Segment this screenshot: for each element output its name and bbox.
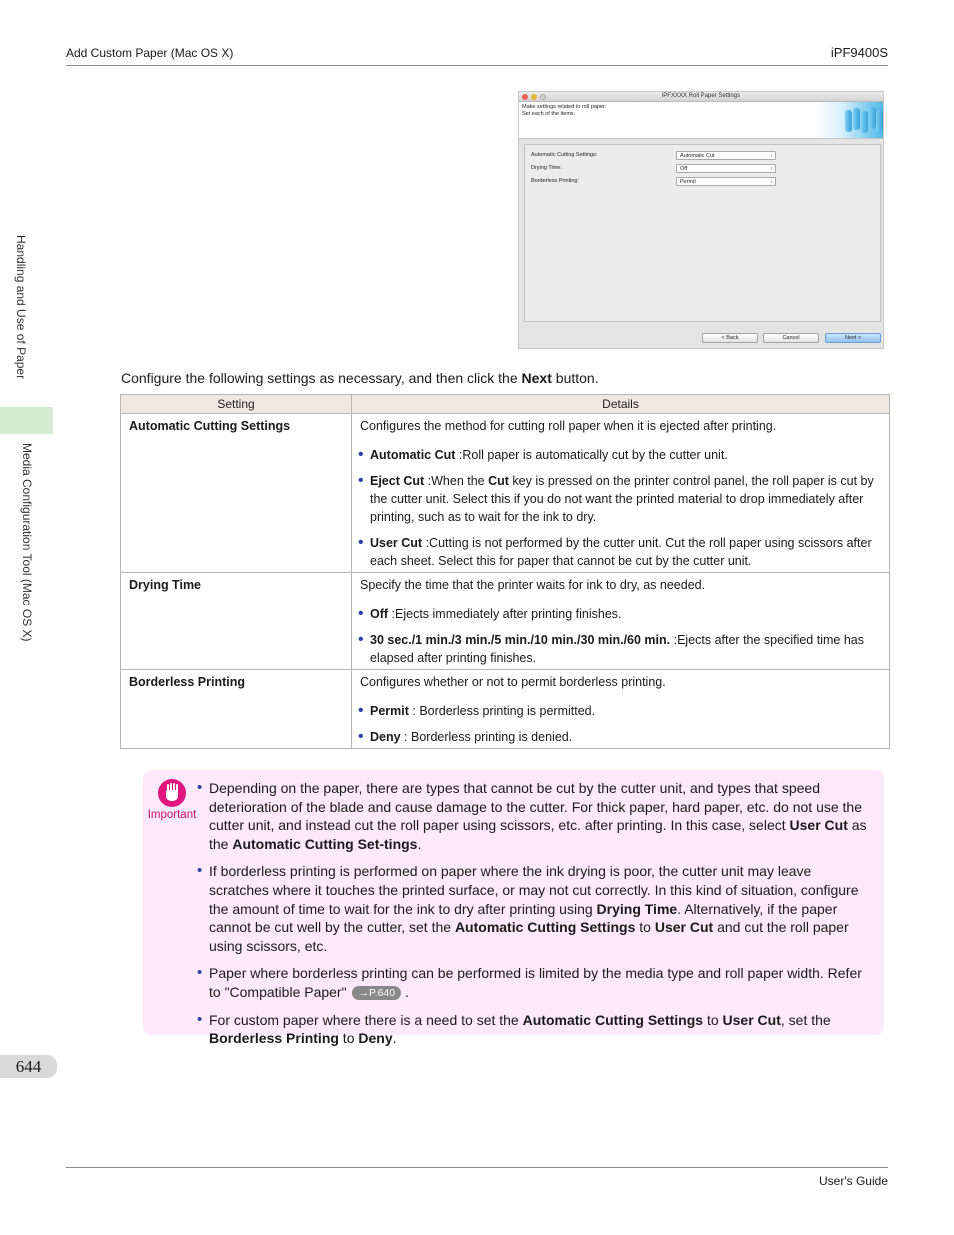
setting-name: Drying Time — [121, 573, 352, 670]
header-details: Details — [352, 395, 890, 414]
important-hand-icon — [158, 779, 186, 807]
intro-next-label: Next — [521, 370, 552, 386]
dialog-settings-panel — [524, 144, 881, 322]
list-item: • Permit : Borderless printing is permitted. — [360, 702, 881, 720]
cancel-button[interactable]: Cancel — [763, 333, 819, 343]
dialog-titlebar — [519, 92, 883, 102]
list-item: • Off :Ejects immediately after printing finishes. — [360, 605, 881, 623]
list-item: • Deny : Borderless printing is denied. — [360, 728, 881, 746]
page-footer — [66, 1167, 888, 1188]
list-item: • Paper where borderless printing can be performed is limited by the media type and roll paper width. Refer to "Compatible Paper" →P.640 . — [199, 964, 874, 1001]
drying-label: Drying Time: — [531, 165, 562, 171]
dialog-row-cutting — [531, 151, 875, 160]
dialog-title: iPFXXXX Roll Paper Settings — [661, 93, 741, 99]
list-item: • Depending on the paper, there are types that cannot be cut by the cutter unit, and types that speed deterioration of the blade and cause damage to the cutter. For thick paper, hard paper, etc. do not use the cutter unit, and instead cut the roll paper using scissors, etc. after printing. In this case, select User Cut as the Automatic Cutting Set-tings. — [199, 779, 874, 853]
setting-details — [352, 670, 890, 749]
roll-paper-settings-dialog — [518, 91, 884, 349]
setting-details — [352, 414, 890, 573]
table-header-row — [121, 395, 890, 414]
cutting-select[interactable]: Automatic Cut ↕ — [676, 151, 776, 160]
setting-summary: Configures whether or not to permit borderless printing. — [360, 675, 666, 689]
list-item: • For custom paper where there is a need to set the Automatic Cutting Settings to User Cut, set the Borderless Printing to Deny. — [199, 1011, 874, 1048]
roll-paper-art-icon — [815, 102, 883, 138]
header-setting: Setting — [121, 395, 352, 414]
back-button[interactable]: < Back — [702, 333, 758, 343]
side-tab-section-label: Media Configuration Tool (Mac OS X) — [20, 443, 34, 642]
important-note-box — [143, 770, 884, 1047]
cutting-label: Automatic Cutting Settings: — [531, 152, 598, 158]
list-item: • 30 sec./1 min./3 min./5 min./10 min./30 min./60 min. :Ejects after the specified time has elapsed after printing finishes. — [360, 631, 881, 667]
drying-select[interactable]: Off ↕ — [676, 164, 776, 173]
dialog-row-drying — [531, 164, 875, 173]
settings-table — [120, 394, 890, 749]
setting-summary: Specify the time that the printer waits for ink to dry, as needed. — [360, 578, 706, 592]
important-list — [199, 779, 874, 1057]
side-tab-chapter-label: Handling and Use of Paper — [14, 235, 28, 380]
setting-name: Automatic Cutting Settings — [121, 414, 352, 573]
select-arrows-icon: ↕ — [770, 179, 773, 185]
footer-guide-name: User's Guide — [819, 1174, 888, 1188]
dialog-instruction-1: Make settings related to roll paper. — [522, 104, 607, 110]
side-tab-section — [20, 443, 40, 673]
list-item: • User Cut :Cutting is not performed by the cutter unit. Cut the roll paper using scissors after each sheet. Select this for paper that cannot be cut by the cutter unit. — [360, 534, 881, 570]
next-button[interactable]: Next > — [825, 333, 881, 343]
setting-summary: Configures the method for cutting roll paper when it is ejected after printing. — [360, 419, 777, 433]
table-row — [121, 670, 890, 749]
list-item: • If borderless printing is performed on paper where the ink drying is poor, the cutter unit may leave scratches where it touches the printed surface, or may not cut correctly. In this kind of situation, configure the amount of time to wait for the ink to dry after printing using Drying Time. Alternatively, if the paper cannot be cut well by the cutter, set the Automatic Cutting Settings to User Cut and cut the roll paper using scissors, etc. — [199, 862, 874, 955]
setting-details — [352, 573, 890, 670]
borderless-select[interactable]: Permit ↕ — [676, 177, 776, 186]
dialog-banner — [519, 102, 883, 139]
important-label: Important — [147, 809, 197, 821]
select-arrows-icon: ↕ — [770, 153, 773, 159]
page-header — [66, 44, 888, 66]
side-tab-chapter — [14, 235, 34, 400]
side-tab-marker — [0, 407, 53, 434]
borderless-label: Borderless Printing: — [531, 178, 579, 184]
list-item: • Automatic Cut :Roll paper is automatically cut by the cutter unit. — [360, 446, 881, 464]
setting-name: Borderless Printing — [121, 670, 352, 749]
table-row — [121, 573, 890, 670]
dialog-instruction-2: Set each of the items. — [522, 111, 576, 117]
select-arrows-icon: ↕ — [770, 166, 773, 172]
page-number: 644 — [0, 1055, 57, 1078]
header-model-name: iPF9400S — [830, 45, 888, 60]
list-item: • Eject Cut :When the Cut key is pressed on the printer control panel, the roll paper is cut by the cutter unit. Select this if you do not want the printed material to drop immediately after printing, such as to wait for the ink to dry. — [360, 472, 881, 526]
intro-text: Configure the following settings as necessary, and then click the Next button. — [121, 370, 599, 386]
dialog-row-borderless — [531, 177, 875, 186]
header-section-title: Add Custom Paper (Mac OS X) — [66, 46, 234, 60]
page-reference-link[interactable]: →P.640 — [352, 986, 401, 1000]
table-row — [121, 414, 890, 573]
